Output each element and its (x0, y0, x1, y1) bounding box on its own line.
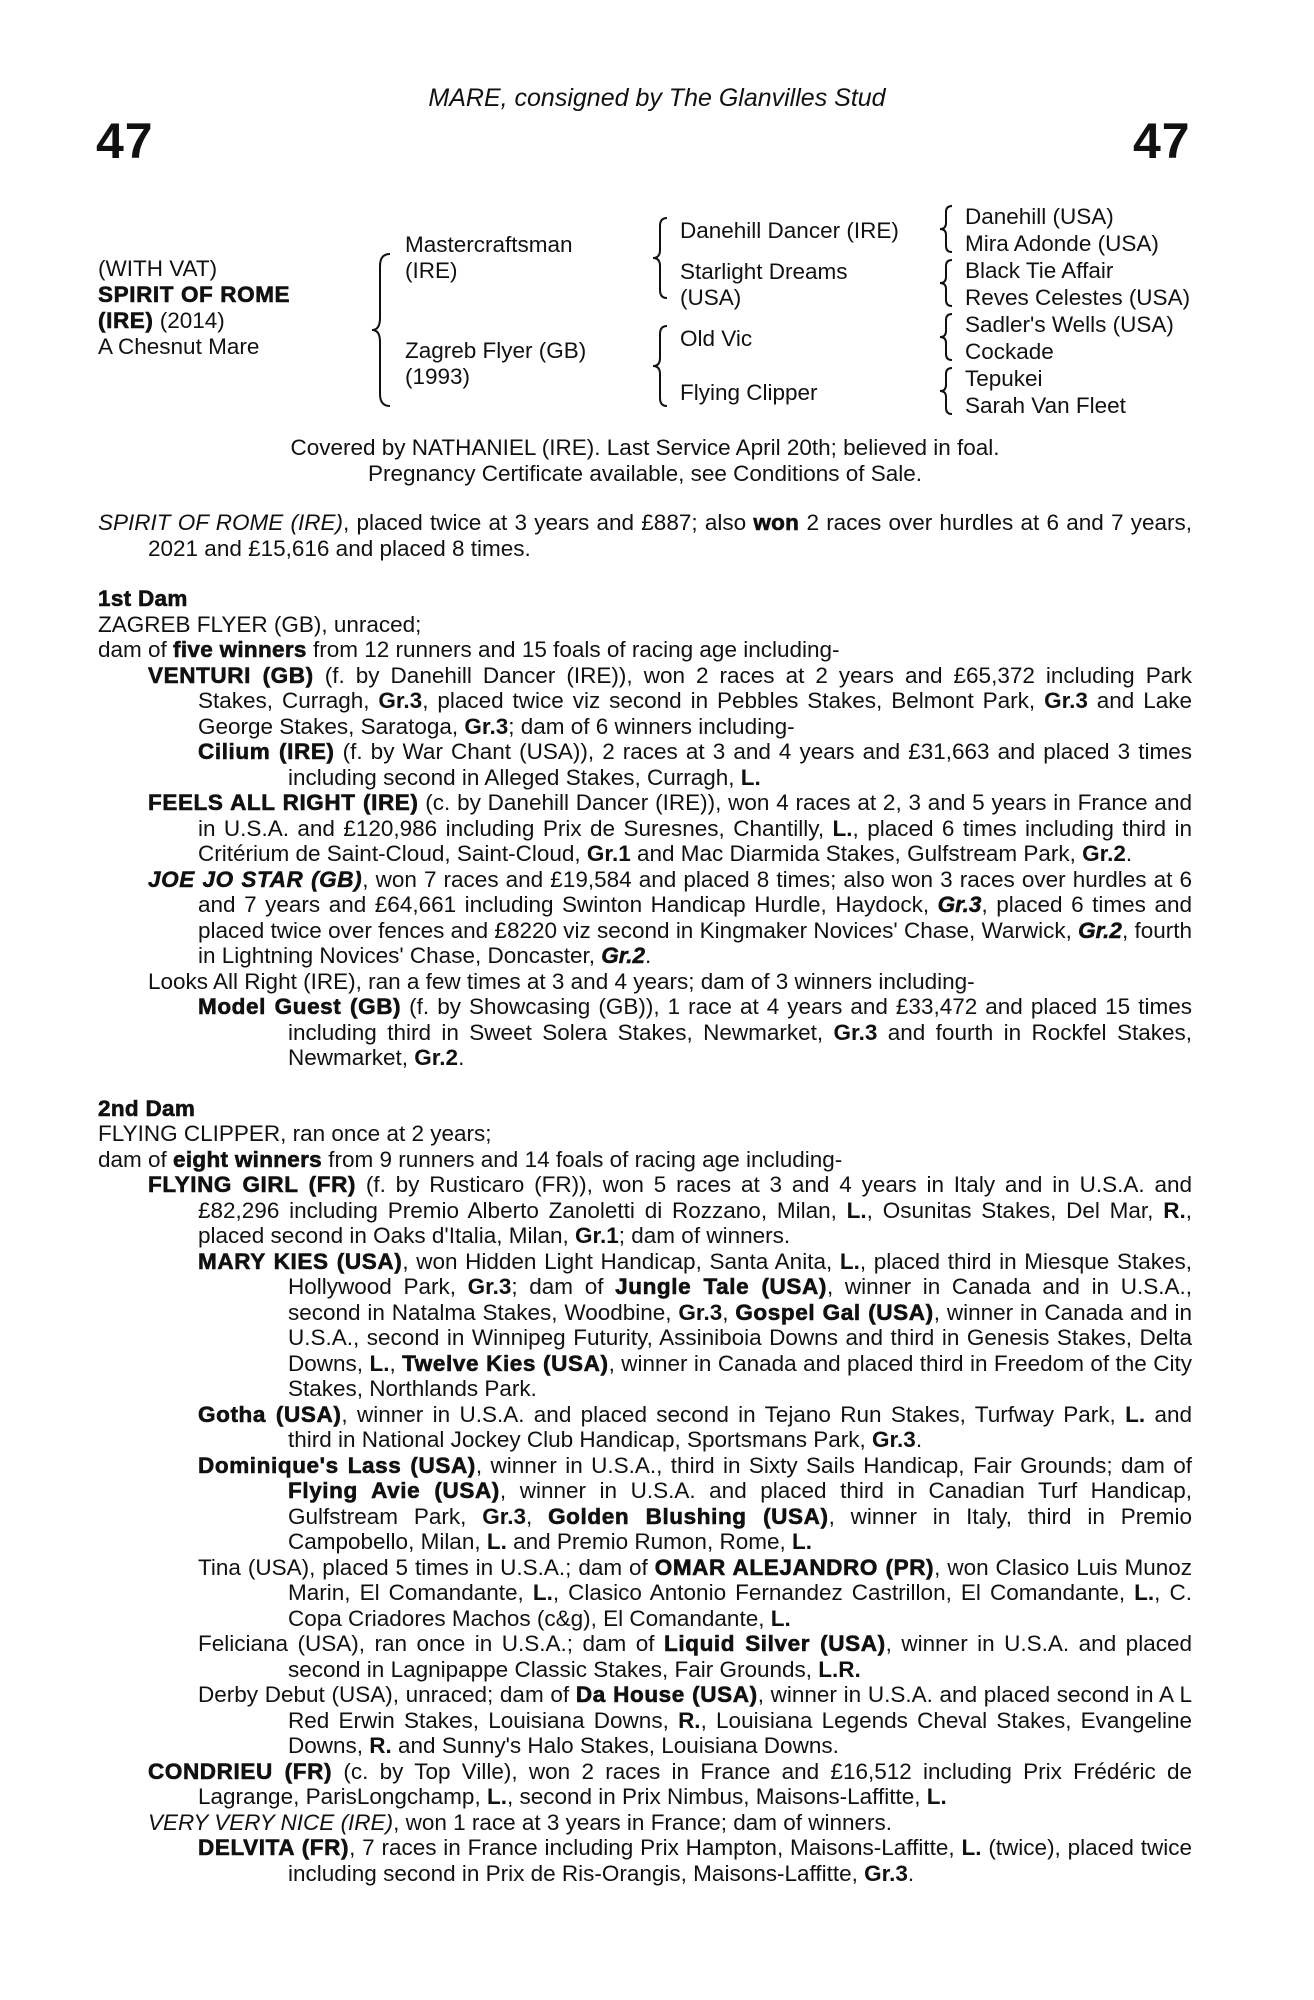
horse-name: Gotha (USA) (198, 1401, 342, 1427)
lot-number-right: 47 (1133, 113, 1191, 169)
horse-name: Cilium (IRE) (198, 739, 335, 764)
race-grade: L. (1125, 1401, 1146, 1427)
covered-note (98, 435, 1192, 486)
text: dam of (98, 1146, 174, 1172)
text: , Louisiana Legends Cheval Stakes, Evangeline Downs, (288, 1707, 1193, 1758)
vat-label: (WITH VAT) (98, 256, 218, 281)
produce-entry (98, 1810, 1192, 1836)
text: , Osunitas Stakes, Del Mar, (866, 1197, 1164, 1223)
brace-gen3-2 (938, 258, 954, 308)
horse-name: Model Guest (GB) (198, 994, 402, 1019)
text: , Clasico Antonio Fernandez Castrillon, El Comandante, (552, 1580, 1135, 1605)
text: ; dam of (511, 1274, 616, 1299)
race-grade: L. (740, 764, 761, 790)
summary-paragraph (98, 510, 1192, 561)
race-grade: L. (1134, 1580, 1155, 1605)
horse-name: MARY KIES (USA) (198, 1248, 403, 1274)
first-dam-produce (98, 637, 1192, 663)
text: , winner in Canada and in U.S.A., second in Natalma Stakes, Woodbine, (288, 1274, 1192, 1325)
produce-entry (98, 994, 1192, 1071)
text: , winner in U.S.A., third in Sixty Sails Handicap, Fair Grounds; dam of (475, 1452, 1192, 1478)
horse-description: A Chesnut Mare (98, 334, 260, 359)
gen3-ancestor: Cockade (965, 339, 1054, 364)
produce-entry (98, 1682, 1192, 1759)
horse-name-line2 (98, 308, 290, 334)
text: , (722, 1299, 736, 1325)
brace-gen3-4 (938, 366, 954, 416)
race-grade: Gr.2 (414, 1045, 459, 1070)
race-grade: Gr.3 (833, 1019, 878, 1045)
race-grade: R. (1163, 1197, 1186, 1223)
brace-gen3-3 (938, 312, 954, 362)
text: , won 1 race at 3 years in France; dam of winners. (393, 1809, 893, 1835)
horse-name: FLYING GIRL (FR) (148, 1172, 357, 1197)
gen2-dam-dam: Flying Clipper (680, 380, 818, 405)
text: from 9 runners and 14 foals of racing age including- (321, 1146, 843, 1172)
produce-entry (98, 739, 1192, 790)
first-dam-intro: ZAGREB FLYER (GB), unraced; (98, 611, 422, 637)
text: , winner in U.S.A. and placed third in Canadian Turf Handicap, Gulfstream Park, (288, 1478, 1192, 1529)
text: . (915, 1427, 923, 1452)
text: dam of (98, 637, 174, 662)
winners-count: five winners (173, 637, 307, 662)
race-grade: Gr.3 (678, 1299, 723, 1325)
race-grade: Gr.3 (482, 1503, 526, 1529)
race-grade: Gr.2 (601, 943, 646, 968)
text: ; dam of 6 winners including- (508, 713, 795, 739)
gen2-sire-sire: Danehill Dancer (IRE) (680, 218, 899, 243)
horse-country: (IRE) (98, 308, 154, 333)
produce-entry (98, 790, 1192, 867)
dam-name: Zagreb Flyer (GB) (405, 338, 587, 363)
text: , placed second in Oaks d'Italia, Milan, (198, 1197, 1192, 1248)
race-grade: Gr.2 (1078, 917, 1122, 943)
gen2-dam-sire: Old Vic (680, 326, 753, 351)
text: , placed 6 times including third in Critérium de Saint-Cloud, Saint-Cloud, (198, 815, 1192, 866)
race-grade: L. (369, 1350, 390, 1376)
text: and fourth in Rockfel Stakes, Newmarket, (288, 1019, 1192, 1070)
text: (twice), placed twice including second in Prix de Ris-Orangis, Maisons-Laffitte, (288, 1835, 1193, 1886)
produce-entry (98, 1402, 1192, 1453)
race-grade: L. (839, 1248, 860, 1274)
horse-name: FEELS ALL RIGHT (IRE) (148, 790, 419, 815)
text: , placed 6 times and placed twice over fences and £8220 viz second in Kingmaker Novices' Chase, Warwick, (198, 892, 1192, 943)
text: (f. by Rusticaro (FR)), won 5 races at 3 and 4 years in Italy and in U.S.A. and £82,296 including Premio Alberto Zanoletti di Rozzano, Milan, (198, 1172, 1192, 1223)
first-dam-heading: 1st Dam (98, 586, 188, 611)
text: (f. by Showcasing (GB)), 1 race at 4 years and £33,472 and placed 15 times including third in Sweet Solera Stakes, Newmarket, (288, 994, 1192, 1045)
text: . (1125, 841, 1133, 866)
horse-name: VENTURI (GB) (148, 662, 314, 688)
won-bold: won (753, 510, 800, 535)
text: , placed third in Miesque Stakes, Hollywood Park, (288, 1248, 1192, 1299)
text: Derby Debut (USA), unraced; dam of (198, 1682, 576, 1707)
produce-entry (98, 1249, 1192, 1402)
race-grade: R. (369, 1733, 392, 1758)
pedigree-dam (405, 338, 586, 390)
text: , won Hidden Light Handicap, Santa Anita, (402, 1248, 840, 1274)
pedigree-horse (98, 256, 290, 360)
brace-gen2-dam (651, 324, 669, 408)
produce-entry: Looks All Right (IRE), ran a few times at 3 and 4 years; dam of 3 winners including- (148, 968, 975, 994)
text: and Lake George Stakes, Saratoga, (198, 688, 1193, 739)
gen2-sire-dam-country: (USA) (680, 285, 742, 310)
race-grade: Gr.3 (864, 1860, 908, 1886)
horse-name: Gospel Gal (USA) (735, 1299, 934, 1325)
horse-name: Golden Blushing (USA) (548, 1503, 829, 1529)
gen3-ancestor: Sarah Van Fleet (965, 393, 1126, 418)
horse-name-italic: VERY VERY NICE (IRE) (148, 1809, 394, 1835)
text: , placed twice viz second in Pebbles Stakes, Belmont Park, (422, 688, 1045, 713)
covered-line2: Pregnancy Certificate available, see Conditions of Sale. (367, 460, 923, 486)
text: . (458, 1045, 465, 1070)
race-grade: L. (532, 1580, 553, 1605)
text: . (645, 943, 652, 968)
race-grade: L. (961, 1835, 982, 1860)
race-grade: Gr.3 (937, 892, 982, 917)
brace-gen3-1 (938, 204, 954, 254)
text: , won Clasico Luis Munoz Marin, El Comandante, (288, 1554, 1192, 1605)
text: , fourth in Lightning Novices' Chase, Doncaster, (198, 917, 1192, 968)
text: and third in National Jockey Club Handicap, Sportsmans Park, (288, 1401, 1193, 1452)
race-grade: Gr.3 (872, 1427, 916, 1452)
gen2-sire-dam-name: Starlight Dreams (680, 259, 848, 284)
gen2-sire-dam (680, 259, 848, 311)
page-header: MARE, consigned by The Glanvilles Stud (428, 84, 886, 112)
text: (c. by Danehill Dancer (IRE)), won 4 races at 2, 3 and 5 years in France and in U.S.A. and £120,986 including Prix de Suresnes, Chantilly, (198, 790, 1192, 841)
text: , winner in U.S.A. and placed second in Lagnipappe Classic Stakes, Fair Grounds, (288, 1631, 1192, 1682)
second-dam-produce (98, 1147, 1192, 1173)
text: from 12 runners and 15 foals of racing age including- (306, 637, 840, 662)
race-grade: Gr.3 (464, 713, 509, 739)
race-grade: Gr.1 (586, 841, 631, 866)
text: , second in Prix Nimbus, Maisons-Laffitte, (506, 1784, 927, 1809)
gen3-ancestor: Danehill (USA) (965, 204, 1114, 229)
text: . (907, 1860, 915, 1886)
second-dam-heading: 2nd Dam (98, 1095, 196, 1121)
gen3-ancestor: Sadler's Wells (USA) (965, 312, 1174, 337)
text: (c. by Top Ville), won 2 races in France and £16,512 including Prix Frédéric de Lagrange, ParisLongchamp, (198, 1758, 1192, 1809)
text: (f. by War Chant (USA)), 2 races at 3 and 4 years and £31,663 and placed 3 times including second in Alleged Stakes, Curragh, (288, 739, 1192, 790)
race-grade: L.R. (818, 1656, 861, 1682)
text: , 7 races in France including Prix Hampton, Maisons-Laffitte, (349, 1835, 962, 1860)
horse-name: Dominique's Lass (USA) (198, 1452, 476, 1478)
text: and Sunny's Halo Stakes, Louisiana Downs. (391, 1733, 839, 1758)
race-grade: L. (926, 1784, 947, 1809)
produce-entry (98, 1835, 1192, 1886)
horse-name: Flying Avie (USA) (288, 1478, 500, 1503)
horse-name: OMAR ALEJANDRO (PR) (654, 1554, 935, 1580)
lot-number-left: 47 (96, 113, 154, 169)
winners-count: eight winners (173, 1146, 322, 1172)
horse-name: DELVITA (FR) (198, 1835, 350, 1860)
text: (f. by Danehill Dancer (IRE)), won 2 races at 2 years and £65,372 including Park Stakes, Curragh, (198, 662, 1192, 713)
horse-name: Da House (USA) (575, 1682, 758, 1707)
text: , C. Copa Criadores Machos (c&g), El Comandante, (288, 1580, 1192, 1631)
produce-entry (98, 1555, 1192, 1632)
produce-entry (98, 1453, 1192, 1555)
horse-year: (2014) (159, 308, 225, 333)
sire-name: Mastercraftsman (405, 232, 573, 257)
produce-entry (98, 1759, 1192, 1810)
gen3-ancestor: Tepukei (965, 366, 1043, 391)
produce-entry (98, 1172, 1192, 1249)
race-grade: Gr.3 (1044, 688, 1088, 713)
text: and Mac Diarmida Stakes, Gulfstream Park, (630, 841, 1083, 866)
text: , placed twice at 3 years and £887; also (343, 510, 754, 535)
horse-name: SPIRIT OF ROME (98, 282, 291, 307)
spacer (98, 561, 1192, 586)
produce-entry (98, 663, 1192, 740)
gen3-list (965, 204, 1190, 420)
text: , (389, 1350, 403, 1376)
horse-name: Jungle Tale (USA) (615, 1274, 827, 1299)
race-grade: L. (770, 1605, 791, 1631)
pedigree-sire (405, 232, 573, 284)
brace-gen2-sire (651, 216, 669, 300)
horse-name: CONDRIEU (FR) (148, 1758, 333, 1784)
race-grade: L. (486, 1529, 507, 1554)
race-grade: R. (678, 1707, 701, 1733)
text: , winner in Italy, third in Premio Campobello, Milan, (288, 1503, 1192, 1554)
text: , winner in U.S.A. and placed second in A L Red Erwin Stakes, Louisiana Downs, (288, 1682, 1192, 1733)
brace-gen1 (370, 252, 392, 408)
text: Feliciana (USA), ran once in U.S.A.; dam of (198, 1631, 665, 1656)
produce-entry (98, 1631, 1192, 1682)
covered-line1: Covered by NATHANIEL (IRE). Last Service April 20th; believed in foal. (290, 435, 1000, 460)
race-grade: Gr.3 (378, 688, 423, 713)
horse-name-italic: SPIRIT OF ROME (IRE) (98, 510, 344, 535)
text: and Premio Rumon, Rome, (506, 1529, 792, 1554)
text: Tina (USA), placed 5 times in U.S.A.; dam of (198, 1554, 655, 1580)
text: 2 races over hurdles at 6 and 7 years, 2021 and £15,616 and placed 8 times. (148, 510, 1192, 561)
horse-name: Twelve Kies (USA) (402, 1350, 609, 1376)
dam-year: (1993) (405, 364, 471, 389)
text: ; dam of winners. (618, 1223, 791, 1248)
second-dam-intro: FLYING CLIPPER, ran once at 2 years; (98, 1121, 492, 1146)
race-grade: Gr.2 (1082, 841, 1126, 866)
sire-country: (IRE) (405, 258, 458, 283)
spacer (98, 1071, 1192, 1096)
gen3-ancestor: Mira Adonde (USA) (965, 231, 1159, 256)
race-grade: L. (486, 1784, 507, 1809)
horse-name: JOE JO STAR (GB) (148, 866, 363, 892)
race-grade: L. (832, 815, 853, 841)
text: , winner in U.S.A. and placed second in Tejano Run Stakes, Turfway Park, (341, 1401, 1126, 1427)
text: , winner in Canada and in U.S.A., second in Winnipeg Futurity, Assiniboia Downs and third in Genesis Stakes, Delta Downs, (288, 1299, 1192, 1376)
race-grade: Gr.3 (467, 1274, 512, 1299)
horse-name: Liquid Silver (USA) (664, 1631, 886, 1656)
gen3-ancestor: Reves Celestes (USA) (965, 285, 1191, 310)
race-grade: L. (791, 1529, 812, 1554)
catalogue-body (98, 510, 1192, 1886)
text: , (525, 1503, 549, 1529)
race-grade: Gr.1 (575, 1223, 619, 1248)
text: , winner in Canada and placed third in Freedom of the City Stakes, Northlands Park. (288, 1350, 1192, 1401)
text: , won 7 races and £19,584 and placed 8 times; also won 3 races over hurdles at 6 and 7 years and £64,661 including Swinton Handicap Hurdle, Haydock, (198, 866, 1192, 917)
produce-entry (98, 867, 1192, 969)
race-grade: L. (846, 1197, 867, 1223)
gen3-ancestor: Black Tie Affair (965, 258, 1114, 283)
